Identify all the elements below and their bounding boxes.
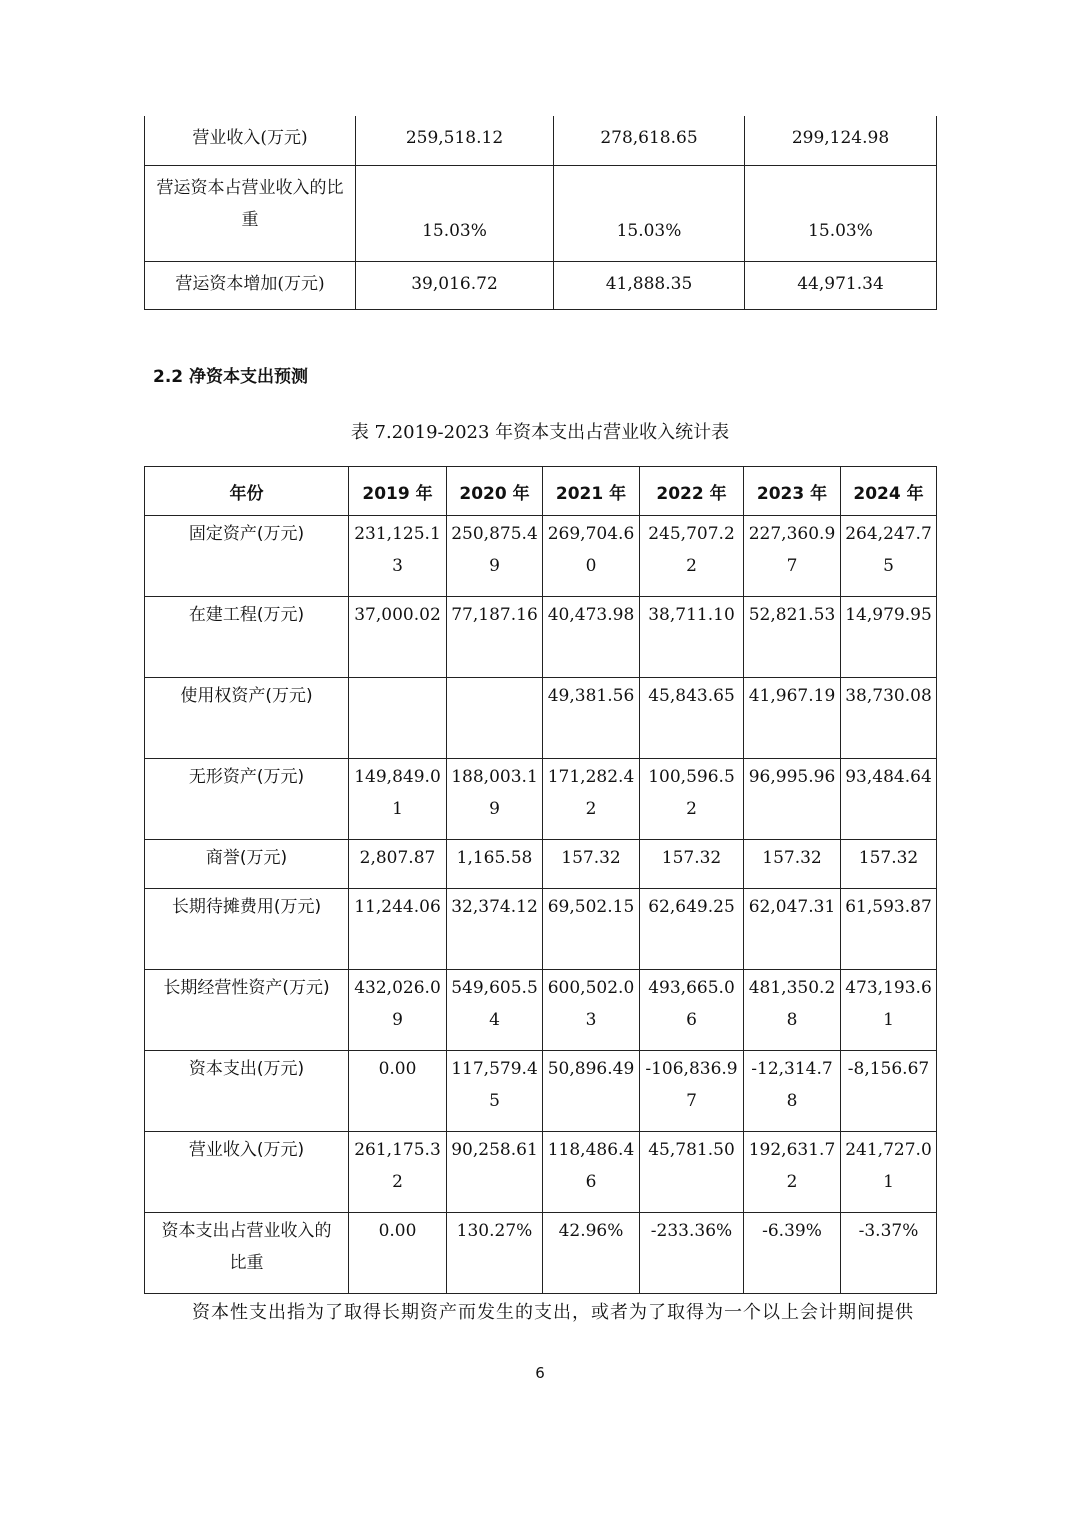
table-cell: 493,665.06 [640, 970, 744, 1051]
table-cell: 45,781.50 [640, 1132, 744, 1213]
table-cell: -106,836.97 [640, 1051, 744, 1132]
table-cell: 481,350.28 [744, 970, 841, 1051]
table-cell: 130.27% [447, 1213, 543, 1294]
table-cell: 473,193.61 [841, 970, 937, 1051]
table-cell: 90,258.61 [447, 1132, 543, 1213]
table-cell: 38,711.10 [640, 597, 744, 678]
row-label: 固定资产(万元) [145, 516, 349, 597]
table-header-row [145, 467, 937, 516]
capex-table [144, 466, 937, 1294]
table-cell: 62,047.31 [744, 889, 841, 970]
row-label: 在建工程(万元) [145, 597, 349, 678]
table-cell: 149,849.01 [349, 759, 447, 840]
table-cell: 40,473.98 [543, 597, 640, 678]
table-caption: 表 7.2019-2023 年资本支出占营业收入统计表 [350, 422, 730, 443]
row-label: 长期经营性资产(万元) [145, 970, 349, 1051]
section-heading: 2.2 净资本支出预测 [153, 367, 309, 387]
table-cell [349, 678, 447, 759]
table-cell: 37,000.02 [349, 597, 447, 678]
table-row [145, 597, 937, 678]
table-cell: 62,649.25 [640, 889, 744, 970]
table-cell: 2,807.87 [349, 840, 447, 889]
table-cell: 259,518.12 [356, 116, 554, 166]
row-label: 商誉(万元) [145, 840, 349, 889]
table-cell: 0.00 [349, 1051, 447, 1132]
table-cell: 188,003.19 [447, 759, 543, 840]
table-row [145, 970, 937, 1051]
row-label: 资本支出(万元) [145, 1051, 349, 1132]
table-cell: 96,995.96 [744, 759, 841, 840]
table-cell: 39,016.72 [356, 262, 554, 310]
table-cell: 241,727.01 [841, 1132, 937, 1213]
table-cell: -6.39% [744, 1213, 841, 1294]
table-row [145, 166, 937, 262]
row-label: 使用权资产(万元) [145, 678, 349, 759]
body-paragraph: 资本性支出指为了取得长期资产而发生的支出，或者为了取得为一个以上会计期间提供 [192, 1302, 914, 1323]
column-header: 年份 [145, 467, 349, 516]
table-cell: 15.03% [554, 166, 745, 262]
table-cell: 41,888.35 [554, 262, 745, 310]
table-row [145, 262, 937, 310]
table-row [145, 516, 937, 597]
column-header: 2021 年 [543, 467, 640, 516]
table-cell: 61,593.87 [841, 889, 937, 970]
table-row [145, 1213, 937, 1294]
table-cell: 11,244.06 [349, 889, 447, 970]
table-row [145, 1132, 937, 1213]
table-cell: 117,579.45 [447, 1051, 543, 1132]
row-label: 长期待摊费用(万元) [145, 889, 349, 970]
table-cell: 157.32 [543, 840, 640, 889]
column-header: 2020 年 [447, 467, 543, 516]
table-row [145, 889, 937, 970]
table-cell: 14,979.95 [841, 597, 937, 678]
table-cell: 157.32 [640, 840, 744, 889]
table-cell: 15.03% [745, 166, 937, 262]
column-header: 2024 年 [841, 467, 937, 516]
table-row [145, 840, 937, 889]
table-cell: 549,605.54 [447, 970, 543, 1051]
row-label: 资本支出占营业收入的比重 [145, 1213, 349, 1294]
row-label: 营运资本占营业收入的比重 [145, 166, 356, 262]
table-cell: -233.36% [640, 1213, 744, 1294]
table-row [145, 116, 937, 166]
row-label: 营运资本增加(万元) [145, 262, 356, 310]
table-cell: 44,971.34 [745, 262, 937, 310]
table-cell: 171,282.42 [543, 759, 640, 840]
table-cell: 1,165.58 [447, 840, 543, 889]
table-cell: 15.03% [356, 166, 554, 262]
table-cell: -3.37% [841, 1213, 937, 1294]
table-cell: 93,484.64 [841, 759, 937, 840]
table-cell: 269,704.60 [543, 516, 640, 597]
table-cell: 118,486.46 [543, 1132, 640, 1213]
table-cell: 32,374.12 [447, 889, 543, 970]
table-cell: 299,124.98 [745, 116, 937, 166]
row-label: 营业收入(万元) [145, 116, 356, 166]
table-cell: 42.96% [543, 1213, 640, 1294]
table-cell: 261,175.32 [349, 1132, 447, 1213]
table-row [145, 678, 937, 759]
table-cell: 157.32 [841, 840, 937, 889]
table-row [145, 1051, 937, 1132]
table-cell: 227,360.97 [744, 516, 841, 597]
column-header: 2023 年 [744, 467, 841, 516]
column-header: 2022 年 [640, 467, 744, 516]
table-cell [447, 678, 543, 759]
table-cell: 157.32 [744, 840, 841, 889]
working-capital-table [144, 116, 937, 310]
table-cell: 41,967.19 [744, 678, 841, 759]
table-cell: 432,026.09 [349, 970, 447, 1051]
table-cell: 278,618.65 [554, 116, 745, 166]
table-cell: 50,896.49 [543, 1051, 640, 1132]
table-cell: 38,730.08 [841, 678, 937, 759]
table-cell: 100,596.52 [640, 759, 744, 840]
table-cell: 600,502.03 [543, 970, 640, 1051]
row-label: 营业收入(万元) [145, 1132, 349, 1213]
column-header: 2019 年 [349, 467, 447, 516]
table-cell: 69,502.15 [543, 889, 640, 970]
page-number: 6 [535, 1364, 545, 1382]
row-label: 无形资产(万元) [145, 759, 349, 840]
table-cell: -12,314.78 [744, 1051, 841, 1132]
table-cell: 0.00 [349, 1213, 447, 1294]
table-cell: 52,821.53 [744, 597, 841, 678]
table-cell: 192,631.72 [744, 1132, 841, 1213]
table-cell: 264,247.75 [841, 516, 937, 597]
table-cell: 45,843.65 [640, 678, 744, 759]
table-cell: 49,381.56 [543, 678, 640, 759]
table-cell: 231,125.13 [349, 516, 447, 597]
table-cell: 250,875.49 [447, 516, 543, 597]
table-row [145, 759, 937, 840]
table-cell: 77,187.16 [447, 597, 543, 678]
table-cell: -8,156.67 [841, 1051, 937, 1132]
table-cell: 245,707.22 [640, 516, 744, 597]
